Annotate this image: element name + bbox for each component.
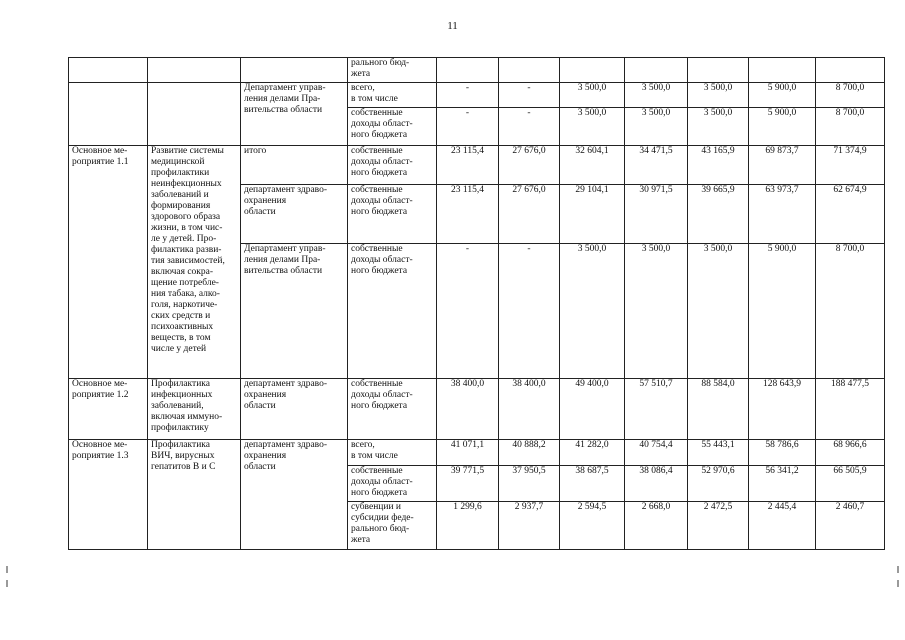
value-cell: 2 472,5 xyxy=(688,502,749,550)
value-cell: 128 643,9 xyxy=(749,379,816,440)
table-row xyxy=(69,379,885,440)
value-cell: 32 604,1 xyxy=(560,146,625,185)
value-cell: 40 888,2 xyxy=(499,440,560,466)
value-cell: - xyxy=(437,108,499,146)
description-cell xyxy=(148,58,241,83)
value-cell: 3 500,0 xyxy=(688,83,749,108)
value-cell: 52 970,6 xyxy=(688,466,749,502)
value-cell: 1 299,6 xyxy=(437,502,499,550)
value-cell: 3 500,0 xyxy=(625,108,688,146)
value-cell: 71 374,9 xyxy=(816,146,885,185)
executor-cell: департамент здраво- охранения области xyxy=(241,185,348,244)
activity-cell: Основное ме- роприятие 1.3 xyxy=(69,440,148,550)
scan-mark xyxy=(897,566,899,573)
source-cell: собственные доходы област- ного бюджета xyxy=(348,146,437,185)
value-cell: 43 165,9 xyxy=(688,146,749,185)
value-cell: 2 668,0 xyxy=(625,502,688,550)
value-cell: 5 900,0 xyxy=(749,108,816,146)
activity-cell xyxy=(69,58,148,83)
value-cell: 39 665,9 xyxy=(688,185,749,244)
value-cell: - xyxy=(437,244,499,379)
value-cell: - xyxy=(499,244,560,379)
value-cell: 38 687,5 xyxy=(560,466,625,502)
page-number: 11 xyxy=(447,20,458,32)
value-cell: 3 500,0 xyxy=(625,244,688,379)
description-cell: Профилактика инфекционных заболеваний, включая иммуно- профилактику xyxy=(148,379,241,440)
value-cell: 23 115,4 xyxy=(437,185,499,244)
value-cell: 23 115,4 xyxy=(437,146,499,185)
executor-cell: Департамент управ- ления делами Пра- вительства области xyxy=(241,244,348,379)
activity-cell: Основное ме- роприятие 1.1 xyxy=(69,146,148,379)
source-cell: собственные доходы област- ного бюджета xyxy=(348,466,437,502)
source-cell: субвенции и субсидии феде- рального бюд- жета xyxy=(348,502,437,550)
value-cell: - xyxy=(499,108,560,146)
value-cell: 68 966,6 xyxy=(816,440,885,466)
table-row xyxy=(69,58,885,83)
source-cell: собственные доходы област- ного бюджета xyxy=(348,108,437,146)
value-cell: 69 873,7 xyxy=(749,146,816,185)
budget-table xyxy=(68,57,885,550)
value-cell: 34 471,5 xyxy=(625,146,688,185)
value-cell: 62 674,9 xyxy=(816,185,885,244)
source-cell: всего, в том числе xyxy=(348,83,437,108)
value-cell: 66 505,9 xyxy=(816,466,885,502)
value-cell: 57 510,7 xyxy=(625,379,688,440)
value-cell: 58 786,6 xyxy=(749,440,816,466)
value-cell: 39 771,5 xyxy=(437,466,499,502)
executor-cell: департамент здраво- охранения области xyxy=(241,440,348,550)
executor-cell: департамент здраво- охранения области xyxy=(241,379,348,440)
value-cell: 38 400,0 xyxy=(499,379,560,440)
value-cell: 3 500,0 xyxy=(560,244,625,379)
value-cell: 3 500,0 xyxy=(560,108,625,146)
value-cell: 37 950,5 xyxy=(499,466,560,502)
value-cell xyxy=(499,58,560,83)
scan-mark xyxy=(6,566,8,573)
activity-cell xyxy=(69,83,148,146)
description-cell: Профилактика ВИЧ, вирусных гепатитов B и C xyxy=(148,440,241,550)
value-cell: 27 676,0 xyxy=(499,146,560,185)
value-cell: 38 086,4 xyxy=(625,466,688,502)
value-cell: 63 973,7 xyxy=(749,185,816,244)
table-row xyxy=(69,146,885,185)
value-cell: 5 900,0 xyxy=(749,83,816,108)
scan-mark xyxy=(6,580,8,587)
value-cell: 8 700,0 xyxy=(816,83,885,108)
value-cell: 29 104,1 xyxy=(560,185,625,244)
source-cell: рального бюд- жета xyxy=(348,58,437,83)
value-cell xyxy=(437,58,499,83)
source-cell: собственные доходы област- ного бюджета xyxy=(348,379,437,440)
value-cell: 56 341,2 xyxy=(749,466,816,502)
value-cell: 188 477,5 xyxy=(816,379,885,440)
value-cell: 2 594,5 xyxy=(560,502,625,550)
value-cell xyxy=(816,58,885,83)
value-cell: 8 700,0 xyxy=(816,244,885,379)
source-cell: всего, в том числе xyxy=(348,440,437,466)
scan-mark xyxy=(897,580,899,587)
value-cell: 41 282,0 xyxy=(560,440,625,466)
value-cell: 2 445,4 xyxy=(749,502,816,550)
value-cell: 30 971,5 xyxy=(625,185,688,244)
value-cell xyxy=(749,58,816,83)
value-cell: 3 500,0 xyxy=(625,83,688,108)
value-cell: 3 500,0 xyxy=(560,83,625,108)
value-cell: 3 500,0 xyxy=(688,108,749,146)
value-cell: 49 400,0 xyxy=(560,379,625,440)
source-cell: собственные доходы област- ного бюджета xyxy=(348,244,437,379)
description-cell xyxy=(148,83,241,146)
value-cell: 5 900,0 xyxy=(749,244,816,379)
source-cell: собственные доходы област- ного бюджета xyxy=(348,185,437,244)
value-cell: - xyxy=(437,83,499,108)
table-row xyxy=(69,83,885,108)
value-cell: 2 937,7 xyxy=(499,502,560,550)
value-cell: 27 676,0 xyxy=(499,185,560,244)
value-cell xyxy=(688,58,749,83)
executor-cell: Департамент управ- ления делами Пра- вительства области xyxy=(241,83,348,146)
executor-cell: итого xyxy=(241,146,348,185)
executor-cell xyxy=(241,58,348,83)
value-cell xyxy=(625,58,688,83)
description-cell: Развитие системы медицинской профилактики неинфекционных заболеваний и формирования здорового образа жизни, в том чис- ле у детей. Про- филактика разви- тия зависимостей, включая сокра- щение потребле- ния табака, алко- голя, наркотиче- ских средств и психоактивных веществ, в том числе у детей xyxy=(148,146,241,379)
value-cell: 55 443,1 xyxy=(688,440,749,466)
value-cell: 40 754,4 xyxy=(625,440,688,466)
value-cell xyxy=(560,58,625,83)
value-cell: 2 460,7 xyxy=(816,502,885,550)
value-cell: - xyxy=(499,83,560,108)
value-cell: 3 500,0 xyxy=(688,244,749,379)
value-cell: 88 584,0 xyxy=(688,379,749,440)
value-cell: 41 071,1 xyxy=(437,440,499,466)
value-cell: 8 700,0 xyxy=(816,108,885,146)
value-cell: 38 400,0 xyxy=(437,379,499,440)
activity-cell: Основное ме- роприятие 1.2 xyxy=(69,379,148,440)
table-row xyxy=(69,440,885,466)
